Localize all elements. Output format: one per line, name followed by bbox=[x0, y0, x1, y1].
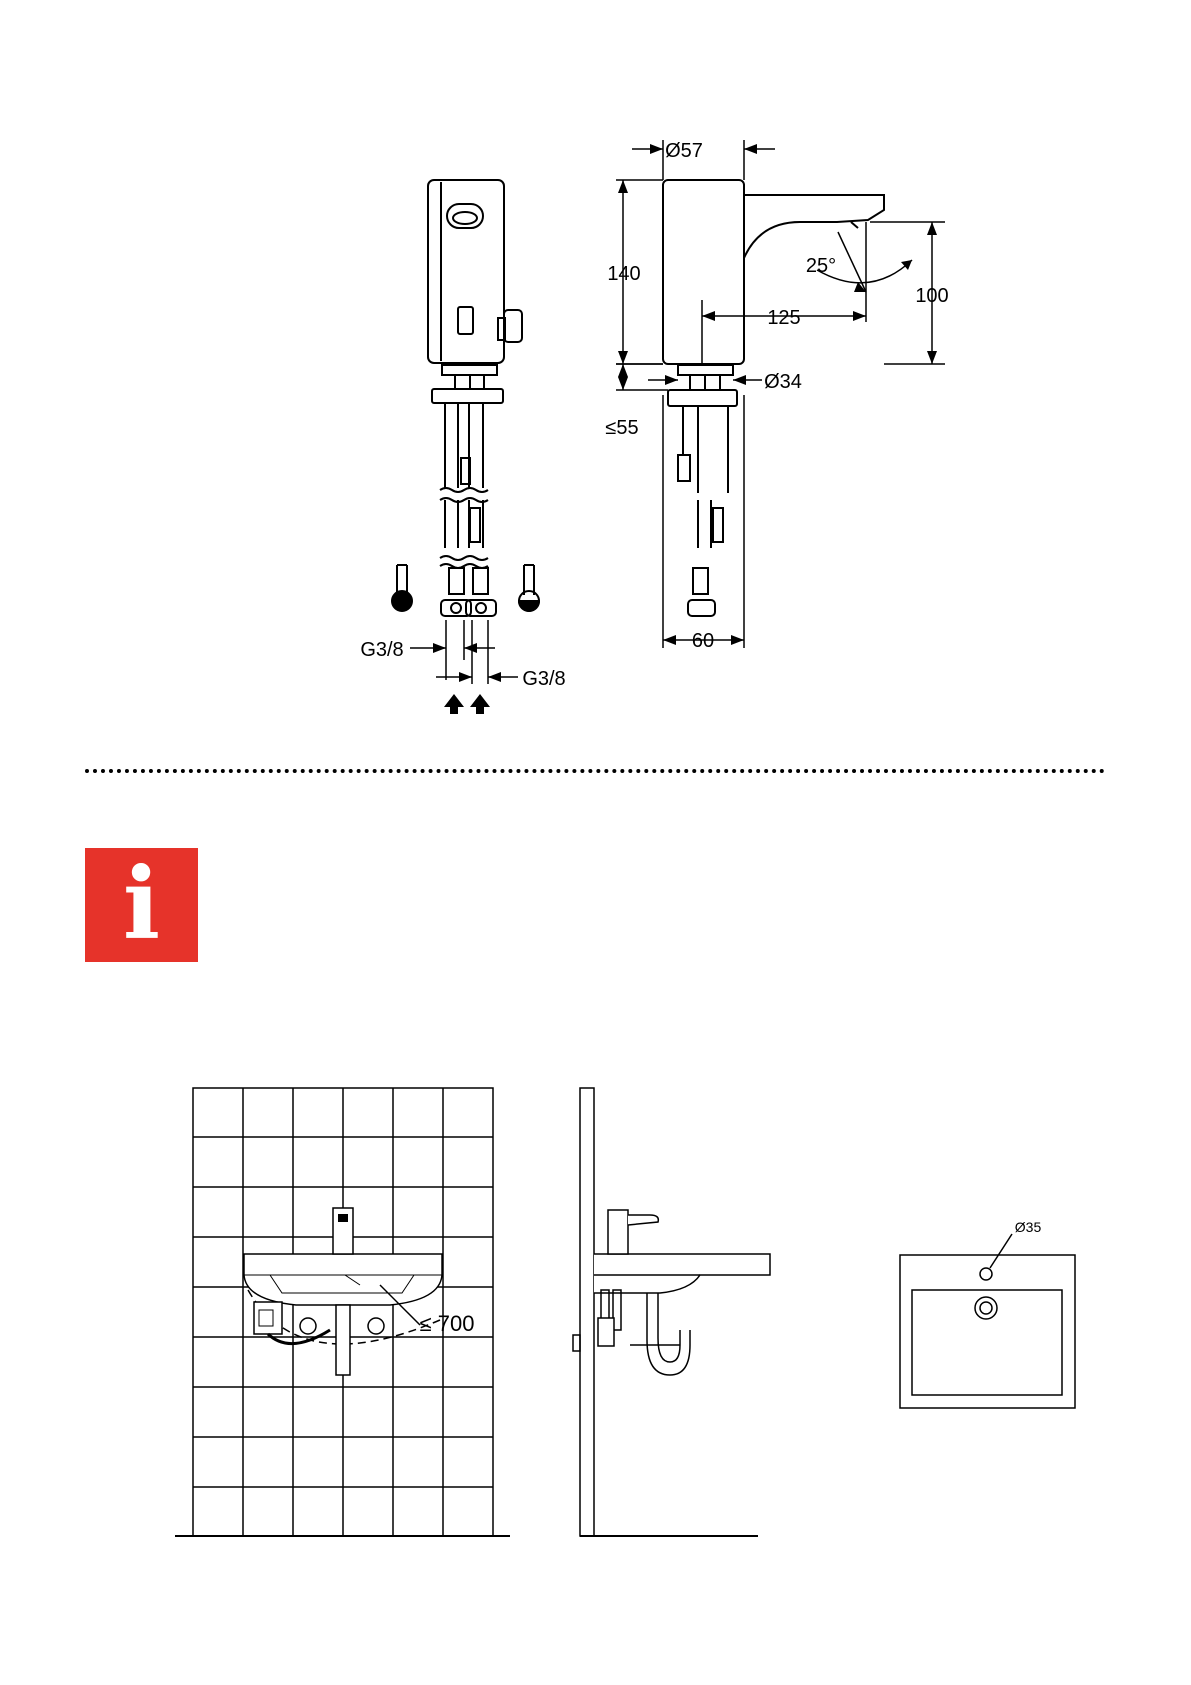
spout bbox=[744, 195, 884, 258]
temperature-lever bbox=[504, 310, 522, 342]
dim-hole-diameter: Ø35 bbox=[1014, 1219, 1042, 1235]
dim-connector-left: G3/8 bbox=[360, 639, 404, 661]
technical-drawing bbox=[0, 0, 1191, 740]
dim-max-distance: ≤ 700 bbox=[419, 1311, 475, 1336]
dim-diameter-top: Ø57 bbox=[665, 140, 703, 162]
dim-projection: 125 bbox=[767, 307, 801, 329]
dimension-lines bbox=[410, 140, 945, 684]
front-body bbox=[428, 180, 504, 363]
wall-front-view bbox=[175, 1088, 510, 1536]
dim-base-width: 60 bbox=[691, 630, 715, 652]
side-view bbox=[663, 180, 884, 616]
wall-side-view bbox=[573, 1088, 770, 1536]
info-icon bbox=[85, 848, 198, 962]
hot-thermometer-icon bbox=[519, 565, 539, 611]
dim-diameter-base: Ø34 bbox=[764, 371, 802, 393]
dim-outlet-height: 100 bbox=[915, 285, 949, 307]
dim-max-thickness: ≤55 bbox=[605, 417, 639, 439]
sensor-indicator bbox=[458, 307, 473, 334]
section-divider bbox=[85, 769, 1105, 773]
dim-angle: 25° bbox=[805, 255, 837, 277]
dim-connector-right: G3/8 bbox=[522, 668, 566, 690]
front-view bbox=[428, 180, 522, 616]
arrowheads bbox=[433, 144, 937, 682]
dim-height-total: 140 bbox=[607, 263, 641, 285]
cold-thermometer-icon bbox=[392, 565, 412, 611]
side-body bbox=[663, 180, 744, 364]
basin-front bbox=[244, 1208, 442, 1375]
basin-top-view bbox=[900, 1234, 1075, 1408]
water-supply-arrows-icon bbox=[444, 694, 490, 714]
info-glyph: i bbox=[122, 847, 161, 962]
